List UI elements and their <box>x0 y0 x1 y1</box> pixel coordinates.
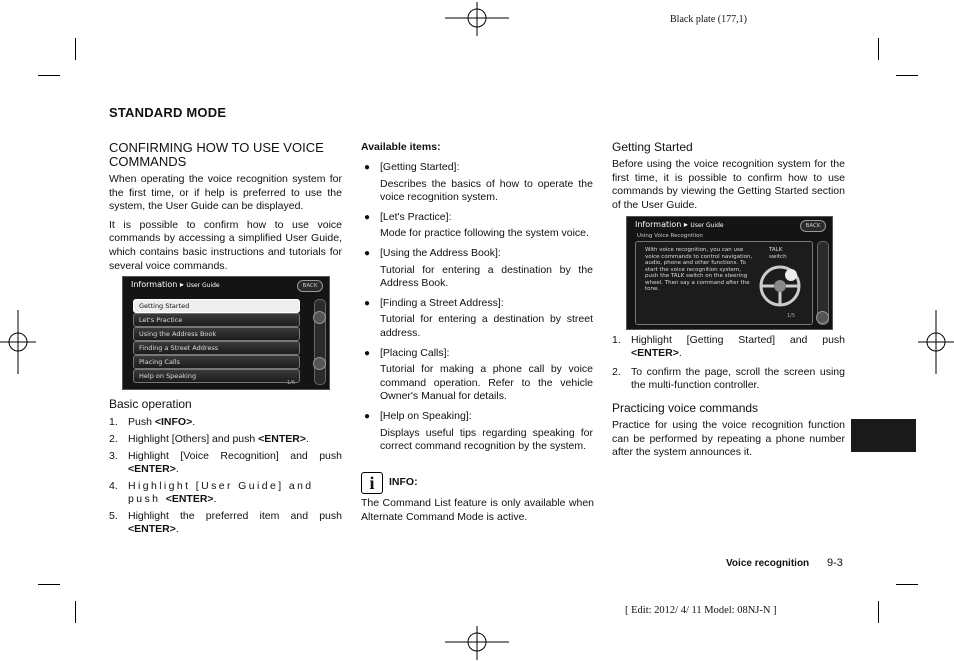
menu-item-placing-calls[interactable]: Placing Calls <box>133 355 300 369</box>
screen-body-text: With voice recognition, you can use voice commands to control navigation, audio, phone and other functions. To start the voice recognition system, push the TALK switch on the steering wheel. Then say a command after the tone. <box>645 247 753 292</box>
chapter-tab <box>851 419 916 452</box>
getting-started-text: Before using the voice recognition system for the first time, it is possible to confirm how to use commands by viewing the Getting Started section of the User Guide. <box>612 158 845 211</box>
section-title: STANDARD MODE <box>109 105 227 120</box>
footer-section: Voice recognition <box>726 558 810 569</box>
scroll-down-icon[interactable] <box>313 357 326 370</box>
step: 1. Highlight [Getting Started] and push <ENTER>. <box>612 334 845 359</box>
page-indicator: 1/5 <box>787 313 796 319</box>
registration-mark-bottom <box>445 626 509 660</box>
page-number: 9-3 <box>827 557 843 569</box>
crop-mark <box>878 38 879 60</box>
scroll-up-icon[interactable] <box>313 311 326 324</box>
info-text: The Command List feature is only available when Alternate Command Mode is active. <box>361 497 594 523</box>
basic-operation-title: Basic operation <box>109 397 192 411</box>
step: 2. To confirm the page, scroll the screen using the multi-function controller. <box>612 366 845 391</box>
list-item: ● [Help on Speaking]: Displays useful tips regarding speaking for correct command recognition by the system. <box>364 409 593 453</box>
talk-switch-label: TALK switch <box>769 247 787 260</box>
menu-item-getting-started[interactable]: Getting Started <box>133 299 300 313</box>
list-item: ● [Finding a Street Address]: Tutorial for entering a destination by street address. <box>364 296 593 339</box>
menu-item-lets-practice[interactable]: Let's Practice <box>133 313 300 327</box>
basic-operation-steps <box>109 416 342 540</box>
user-guide-screen <box>122 276 330 390</box>
paragraph: It is possible to confirm how to use voice commands by accessing a simplified User Guide, which contains basic instructions and tutorials for several voice commands. <box>109 218 342 272</box>
menu-item-street-address[interactable]: Finding a Street Address <box>133 341 300 355</box>
crop-mark <box>75 38 76 60</box>
crop-mark <box>38 584 60 585</box>
getting-started-steps <box>612 334 845 396</box>
practicing-text: Practice for using the voice recognition function can be performed by repeating a phone number after the system announces it. <box>612 419 845 459</box>
column-1 <box>109 141 342 273</box>
menu-item-address-book[interactable]: Using the Address Book <box>133 327 300 341</box>
registration-mark-left <box>0 310 36 374</box>
page-indicator: 1/6 <box>287 380 296 386</box>
registration-mark-right <box>918 310 954 374</box>
crop-mark <box>896 75 918 76</box>
step: 2. Highlight [Others] and push <ENTER>. <box>109 433 309 445</box>
list-item: ● [Placing Calls]: Tutorial for making a phone call by voice command operation. Refer to the vehicle Owner's Manual for details. <box>364 346 593 403</box>
column-3 <box>612 140 845 212</box>
getting-started-screen <box>626 216 833 330</box>
back-button[interactable]: BACK <box>800 220 826 232</box>
screen-title: Information ▸ User Guide <box>131 280 220 289</box>
registration-mark-top <box>445 2 509 36</box>
edit-info: [ Edit: 2012/ 4/ 11 Model: 08NJ-N ] <box>625 605 777 616</box>
screen-title: Information ▸ User Guide <box>635 220 724 229</box>
crop-mark <box>75 601 76 623</box>
practicing-title: Practicing voice commands <box>612 401 759 415</box>
menu-item-help-speaking[interactable]: Help on Speaking <box>133 369 300 383</box>
available-items-list <box>361 161 593 454</box>
step: 1. Push <INFO>. <box>109 416 196 428</box>
list-item: ● [Using the Address Book]: Tutorial for entering a destination by the Address Book. <box>364 246 593 290</box>
scroll-down-icon[interactable] <box>816 311 829 324</box>
info-label: INFO: <box>389 476 418 488</box>
getting-started-title: Getting Started <box>612 140 693 154</box>
step: 3. Highlight [Voice Recognition] and push <ENTER>. <box>109 450 342 475</box>
info-icon: i <box>361 472 383 494</box>
available-items-title: Available items: <box>361 141 441 153</box>
steering-wheel-icon <box>757 263 803 309</box>
crop-mark <box>38 75 60 76</box>
list-item: ● [Let's Practice]: Mode for practice following the system voice. <box>364 210 589 240</box>
plate-label: Black plate (177,1) <box>670 14 747 25</box>
back-button[interactable]: BACK <box>297 280 323 292</box>
list-item: ● [Getting Started]: Describes the basics of how to operate the voice recognition system. <box>364 161 593 204</box>
column-2 <box>361 141 593 460</box>
step: 5. Highlight the preferred item and push <ENTER>. <box>109 510 342 535</box>
screen-section-label: Using Voice Recognition <box>637 233 703 239</box>
crop-mark <box>896 584 918 585</box>
paragraph: When operating the voice recognition system for the first time, or if help is preferred to use the system, the User Guide can be displayed. <box>109 173 342 213</box>
heading-confirming: CONFIRMING HOW TO USE VOICE COMMANDS <box>109 140 324 169</box>
crop-mark <box>878 601 879 623</box>
step: 4. Highlight [User Guide] and push <ENTER>. <box>109 480 314 505</box>
